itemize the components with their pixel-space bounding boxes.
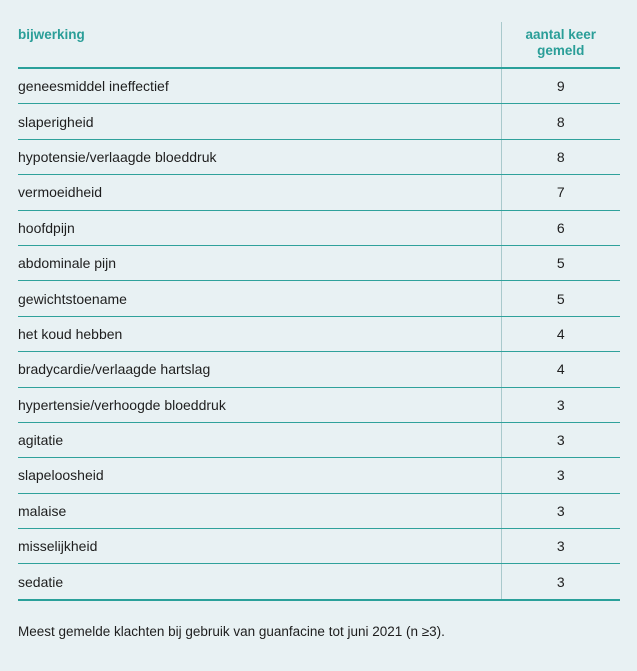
side-effect-name: slapeloosheid (18, 458, 501, 493)
header-count-line1: aantal keer (525, 27, 597, 42)
side-effect-name: hypotensie/verlaagde bloeddruk (18, 139, 501, 174)
side-effects-table-container (18, 22, 620, 601)
report-count: 8 (501, 139, 620, 174)
report-count: 3 (501, 387, 620, 422)
table-row (18, 281, 620, 316)
report-count: 3 (501, 458, 620, 493)
report-count: 9 (501, 68, 620, 104)
report-count: 3 (501, 493, 620, 528)
side-effect-name: abdominale pijn (18, 245, 501, 280)
table-row (18, 104, 620, 139)
table-row (18, 422, 620, 457)
side-effect-name: malaise (18, 493, 501, 528)
side-effect-name: slaperigheid (18, 104, 501, 139)
header-side-effect: bijwerking (18, 22, 501, 68)
table-row (18, 68, 620, 104)
table-row (18, 458, 620, 493)
report-count: 3 (501, 564, 620, 600)
side-effect-name: bradycardie/verlaagde hartslag (18, 352, 501, 387)
side-effect-name: vermoeidheid (18, 175, 501, 210)
side-effect-name: gewichtstoename (18, 281, 501, 316)
header-report-count (501, 22, 620, 68)
table-row (18, 210, 620, 245)
table-row (18, 493, 620, 528)
table-row (18, 529, 620, 564)
table-body (18, 68, 620, 600)
report-count: 6 (501, 210, 620, 245)
report-count: 4 (501, 352, 620, 387)
table-row (18, 316, 620, 351)
table-row (18, 352, 620, 387)
table-row (18, 175, 620, 210)
report-count: 3 (501, 422, 620, 457)
side-effect-name: geneesmiddel ineffectief (18, 68, 501, 104)
report-count: 8 (501, 104, 620, 139)
report-count: 4 (501, 316, 620, 351)
side-effect-name: hoofdpijn (18, 210, 501, 245)
report-count: 5 (501, 281, 620, 316)
side-effect-name: sedatie (18, 564, 501, 600)
table-header-row (18, 22, 620, 68)
side-effect-name: agitatie (18, 422, 501, 457)
report-count: 3 (501, 529, 620, 564)
report-count: 5 (501, 245, 620, 280)
table-caption: Meest gemelde klachten bij gebruik van guanfacine tot juni 2021 (n ≥3). (18, 624, 445, 639)
header-count-line2: gemeld (537, 43, 585, 58)
report-count: 7 (501, 175, 620, 210)
side-effect-name: hypertensie/verhoogde bloeddruk (18, 387, 501, 422)
side-effects-table (18, 22, 620, 601)
side-effect-name: misselijkheid (18, 529, 501, 564)
side-effect-name: het koud hebben (18, 316, 501, 351)
table-row (18, 387, 620, 422)
table-row (18, 564, 620, 600)
table-row (18, 245, 620, 280)
table-row (18, 139, 620, 174)
